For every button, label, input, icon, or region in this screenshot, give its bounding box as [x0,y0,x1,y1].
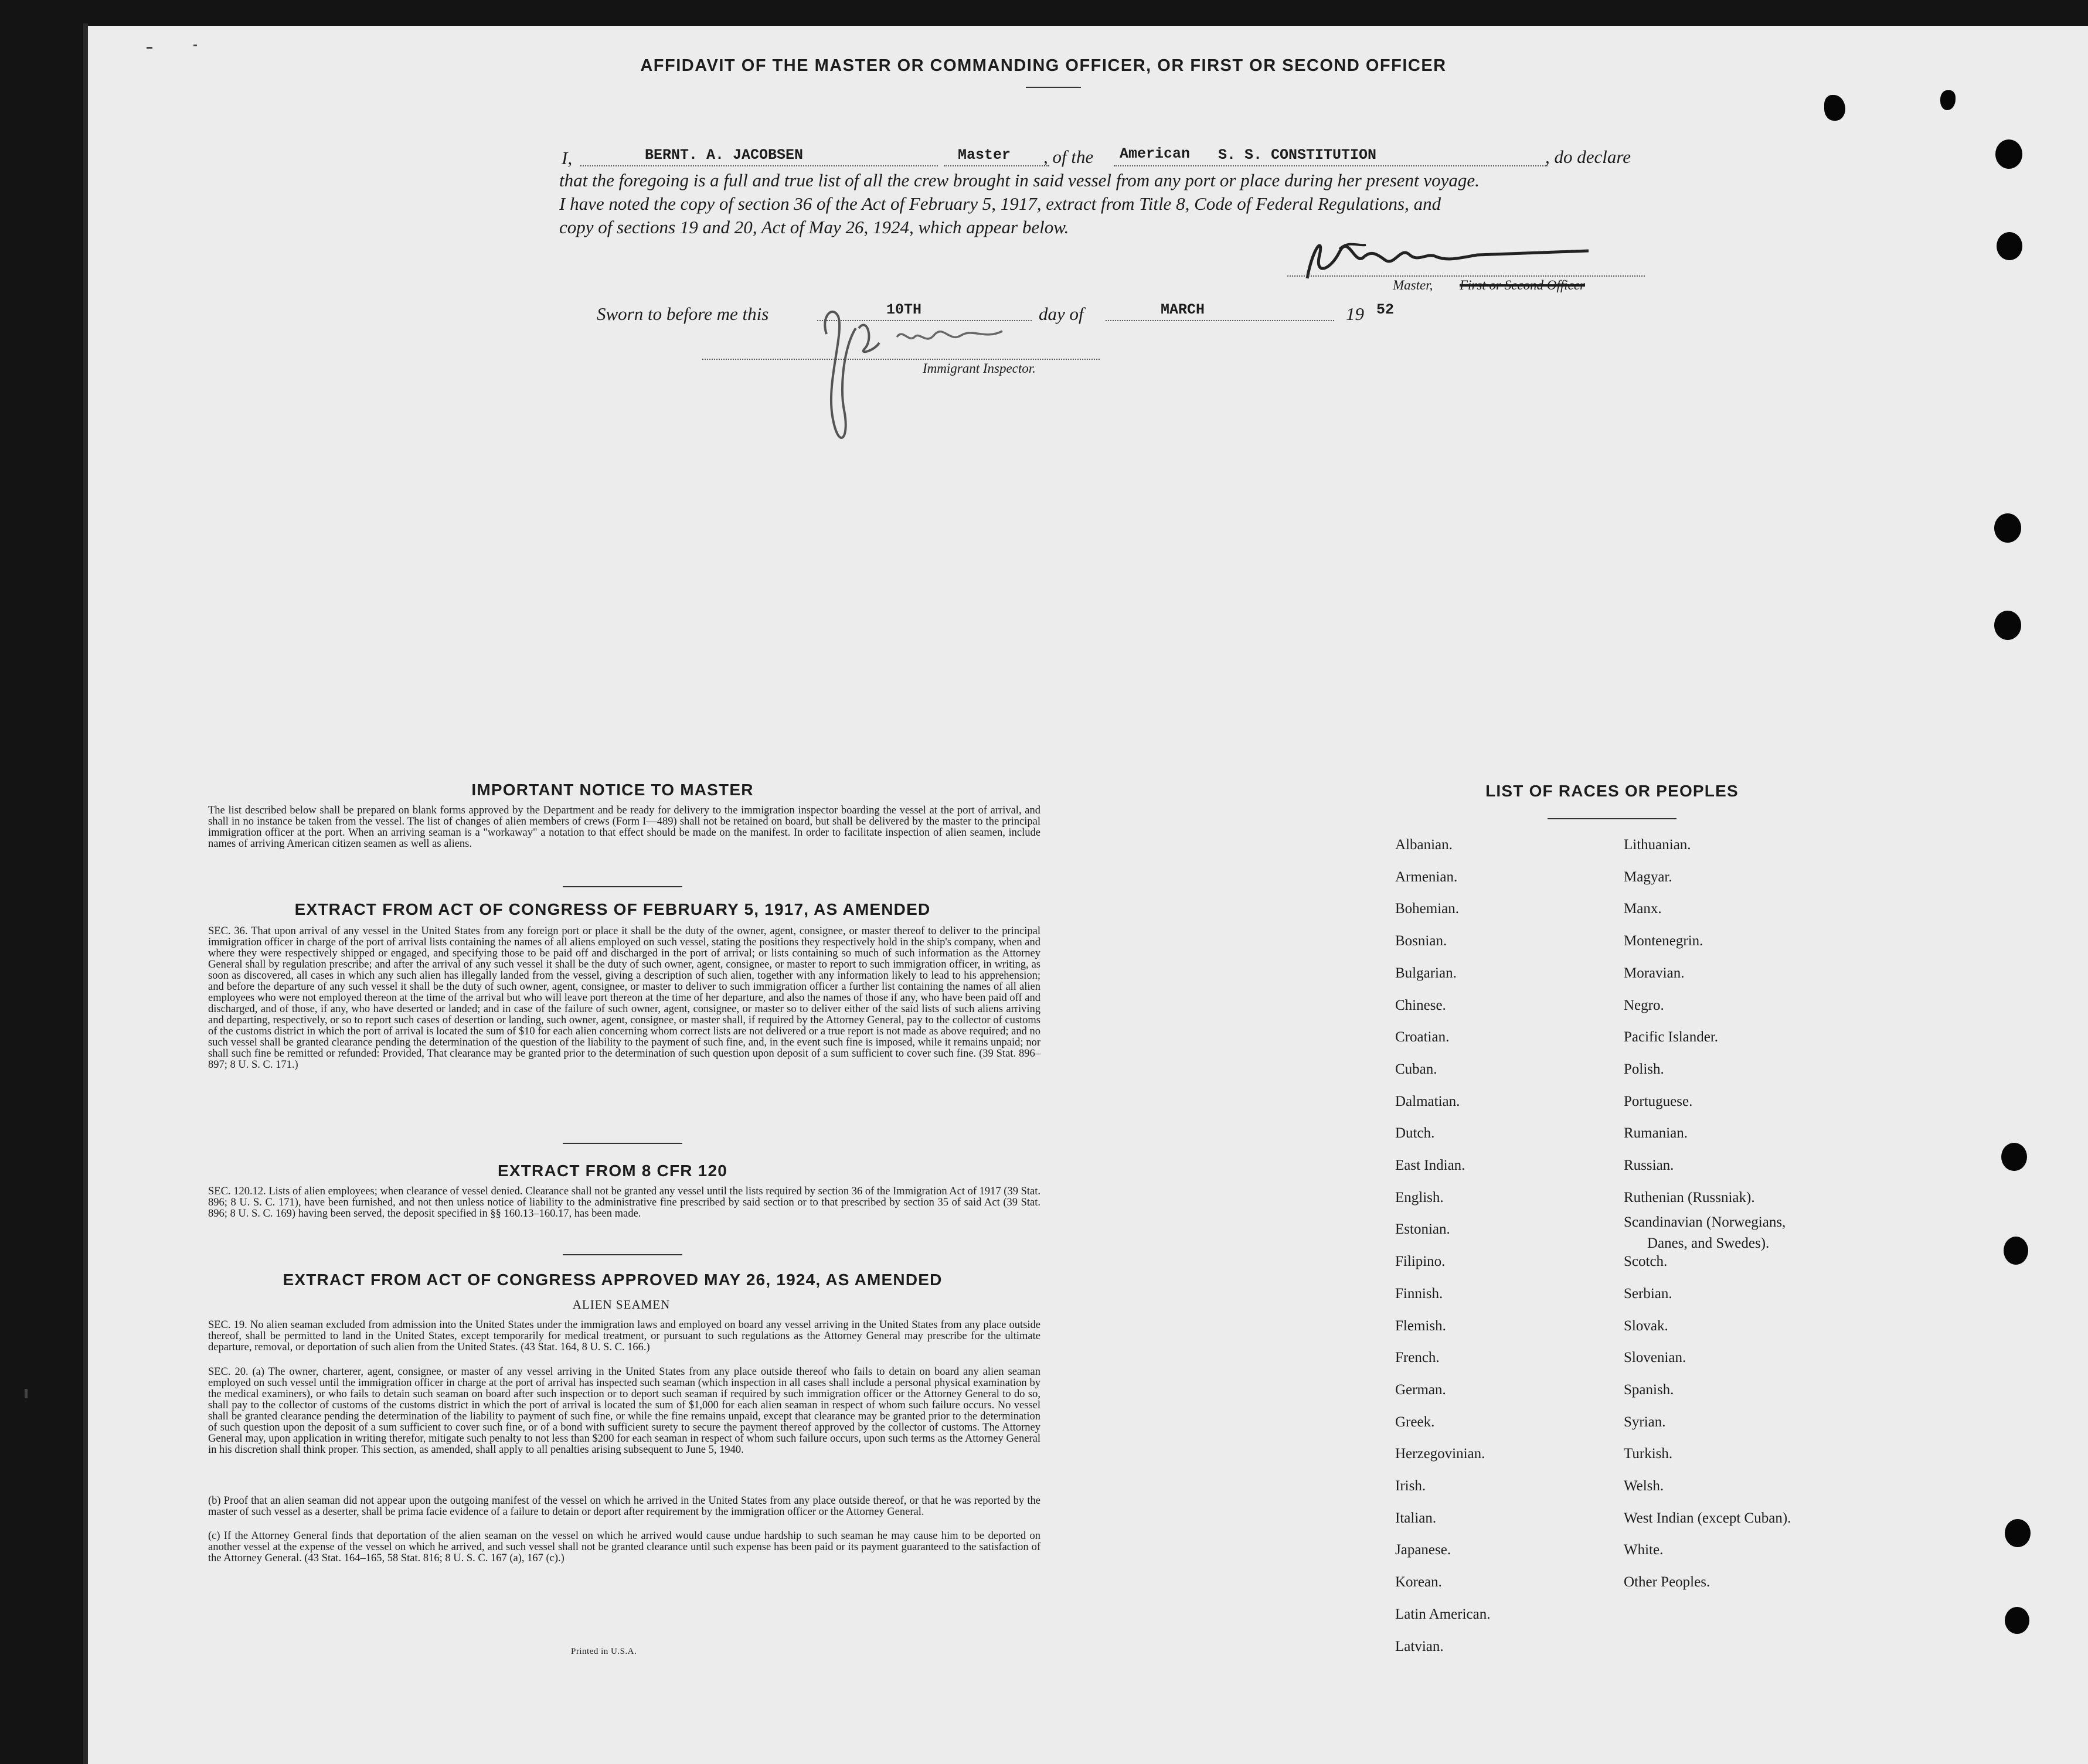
race-list-item: Slovenian. [1624,1350,1686,1366]
month-field-line [1106,320,1334,321]
race-list-item: East Indian. [1395,1157,1465,1173]
race-list-item: Negro. [1624,997,1664,1013]
printed-in-usa: Printed in U.S.A. [571,1647,637,1656]
punch-hole [1997,232,2022,260]
race-list-item: Other Peoples. [1624,1574,1710,1591]
affidavit-i-label: I, [562,148,573,168]
do-declare-label: , do declare [1545,147,1631,167]
punch-hole-torn [1824,95,1845,121]
sworn-label: Sworn to before me this [597,304,769,324]
race-list-item: Lithuanian. [1624,837,1691,853]
punch-hole [2001,1143,2027,1171]
page-title: AFFIDAVIT OF THE MASTER OR COMMANDING OFFICER, OR FIRST OR SECOND OFFICER [640,56,1447,75]
alien-seamen-subtitle: ALIEN SEAMEN [572,1298,671,1312]
extract-1917-title: EXTRACT FROM ACT OF CONGRESS OF FEBRUARY 5, 1917, AS AMENDED [294,900,931,918]
day-field: 10TH [886,301,922,318]
punch-hole [1994,513,2021,543]
master-name-field: BERNT. A. JACOBSEN [645,147,804,164]
race-list-item: Irish. [1395,1478,1426,1494]
punch-hole [2005,1519,2031,1547]
race-list-item: Dalmatian. [1395,1093,1460,1109]
races-title: LIST OF RACES OR PEOPLES [1485,782,1739,800]
divider [563,886,682,887]
position-field-line [944,165,1049,166]
extract-8cfr-title: EXTRACT FROM 8 CFR 120 [498,1162,727,1180]
year-field: 52 [1376,301,1395,318]
race-list-item: Russian. [1624,1157,1674,1173]
affidavit-line-3: I have noted the copy of section 36 of the Act of February 5, 1917, extract from Title 8, Code of Federal Regulations, and [559,193,1441,214]
nationality-field: American [1120,145,1191,162]
affidavit-line-4: copy of sections 19 and 20, Act of May 26, 1924, which appear below. [559,217,1069,237]
race-list-item: White. [1624,1542,1664,1558]
inspector-caption: Immigrant Inspector. [923,361,1036,376]
notice-title: IMPORTANT NOTICE TO MASTER [471,781,754,799]
sec-20c-text: (c) If the Attorney General finds that deportation of the alien seaman on the vessel on which he arrived would cause undue hardship to such seaman he may cause him to be deported on another vessel at the expense of the vessel on which he arrived, and such vessel shall not be granted clearance until such expense has been paid or its payment guaranteed to the satisfaction of the Attorney General. (43 Stat. 164–165, 58 Stat. 816; 8 U. S. C. 167 (a), 167 (c).) [208,1530,1040,1564]
vessel-field: S. S. CONSTITUTION [1218,147,1377,164]
race-list-item: Bosnian. [1395,933,1447,949]
punch-hole [2004,1237,2028,1265]
race-list-item: Chinese. [1395,997,1446,1013]
title-underline [1026,87,1081,88]
race-list-item: Estonian. [1395,1221,1450,1238]
race-list-item: Filipino. [1395,1254,1446,1270]
race-list-item: Portuguese. [1624,1093,1693,1109]
affidavit-line-2: that the foregoing is a full and true list of all the crew brought in said vessel from any port or place during her present voyage. [559,170,1480,190]
master-caption: Master, [1393,278,1433,292]
sec-19-text: SEC. 19. No alien seaman excluded from admission into the United States under the immigration laws and employed on board any vessel arriving in the United States from any place outside thereof, shall be permitted to land in the United States, except temporarily for medical treatment, or pursuant to such regulations as the Attorney General may prescribe for the ultimate departure, removal, or deportation of such alien from the United States. (43 Stat. 164, 8 U. S. C. 166.) [208,1319,1040,1353]
year-prefix: 19 [1346,304,1364,324]
master-signature-line [1287,275,1645,277]
race-list-item: Japanese. [1395,1542,1451,1558]
race-list-item: Turkish. [1624,1446,1673,1462]
sheet-edge-shadow [83,23,88,1764]
scan-speck [25,1389,28,1398]
notice-text: The list described below shall be prepared on blank forms approved by the Department and be ready for delivery to the immigration inspector boarding the vessel at the port of arrival, and shall in no instance be taken from the vessel. The list of changes of alien members of crews (Form I—489) shall not be retained on board, but shall be delivered by the master to the principal immigration officer at the port. When an arriving seaman is a "workaway" a notation to that effect should be made on the manifest. In order to facilitate inspection of alien seamen, include names of arriving American citizen seamen as well as aliens. [208,805,1040,850]
race-list-item: Danes, and Swedes). [1647,1235,1770,1252]
race-list-item: Serbian. [1624,1285,1672,1302]
races-right-column [1624,837,1952,1669]
struck-officer-caption: First or Second Officer [1460,278,1585,292]
extract-1917-text: SEC. 36. That upon arrival of any vessel in the United States from any foreign port or place it shall be the duty of the owner, agent, consignee, or master thereof to deliver to the principal immigration officer in charge of the port of arrival lists containing the names of all aliens employed on such vessel, stating the positions they respectively hold in the ship's company, when and where they were respectively shipped or engaged, and specifying those to be paid off and discharged in the port of arrival; or lists containing so much of such information as the Attorney General shall by regulation prescribe; and after the arrival of any such vessel it shall be the duty of such owner, agent, consignee, or master to report to such immigration officer, in writing, as soon as discovered, all cases in which any such alien has illegally landed from the vessel, giving a description of such alien, together with any information likely to lead to his apprehension; and before the departure of any such vessel it shall be the duty of such owner, agent, consignee, or master to deliver to such immigration officer a further list containing the names of all alien employees who were not employed thereon at the time of the arrival but who will leave port thereon at the time of her departure, and also the names of those if any, who have been paid off and discharged, and of those, if any, who have deserted or landed; and in case of the failure of such owner, agent, consignee, or master so to deliver either of the said lists of such aliens arriving and departing, respectively, or so to report such cases of desertion or landing, such owner, agent, consignee, or master shall, if required by the Attorney General, pay to the collector of customs of the customs district in which the port of arrival is located the sum of $10 for each alien concerning whom correct lists are not delivered or a true report is not made as above required; and no such vessel shall be granted clearance pending the determination of the question of the liability to the payment of such fine, and, in the event such fine is imposed, while it remains unpaid; nor shall such fine be remitted or refunded: Provided, That clearance may be granted prior to the determination of such question upon deposit of a sum sufficient to cover such fine. (39 Stat. 896–897; 8 U. S. C. 171.) [208,925,1040,1071]
race-list-item: West Indian (except Cuban). [1624,1510,1791,1526]
race-list-item: Polish. [1624,1061,1664,1077]
race-list-item: Cuban. [1395,1061,1437,1077]
race-list-item: Ruthenian (Russniak). [1624,1189,1755,1205]
race-list-item: Welsh. [1624,1478,1664,1494]
race-list-item: Pacific Islander. [1624,1029,1719,1046]
punch-hole [2005,1607,2029,1634]
race-list-item: Flemish. [1395,1317,1446,1334]
race-list-item: Latvian. [1395,1638,1444,1654]
race-list-item: Spanish. [1624,1381,1674,1398]
races-left-column [1395,837,1618,1669]
race-list-item: Croatian. [1395,1029,1450,1046]
race-list-item: Italian. [1395,1510,1437,1526]
name-field-line [580,165,938,166]
race-list-item: Bohemian. [1395,901,1460,917]
race-list-item: German. [1395,1381,1446,1398]
race-list-item: Greek. [1395,1414,1435,1430]
position-field: Master [958,147,1011,164]
race-list-item: Latin American. [1395,1606,1491,1622]
race-list-item: Scandinavian (Norwegians, [1624,1214,1786,1231]
race-list-item: Korean. [1395,1574,1442,1591]
race-list-item: Montenegrin. [1624,933,1703,949]
of-the-label: , of the [1043,147,1094,167]
race-list-item: Slovak. [1624,1317,1668,1334]
punch-hole [1994,611,2021,640]
race-list-item: French. [1395,1350,1440,1366]
race-list-item: Finnish. [1395,1285,1443,1302]
race-list-item: Rumanian. [1624,1125,1688,1142]
vessel-field-line [1114,165,1548,166]
race-list-item: Scotch. [1624,1254,1668,1270]
month-field: MARCH [1161,301,1205,318]
race-list-item: Syrian. [1624,1414,1666,1430]
races-title-underline [1548,818,1676,819]
race-list-item: Armenian. [1395,869,1458,885]
sec-20b-text: (b) Proof that an alien seaman did not appear upon the outgoing manifest of the vessel on which he arrived in the United States from any place outside thereof, or that he was reported by the master of such vessel as a deserter, shall be prima facie evidence of a failure to detain or deport after requirement by the immigration officer or the Attorney General. [208,1495,1040,1518]
sec-20a-text: SEC. 20. (a) The owner, charterer, agent, consignee, or master of any vessel arriving in the United States from any place outside thereof who fails to detain on board any alien seaman employed on such vessel until the immigration officer in charge at the port of arrival has inspected such seaman (which inspection in all cases shall include a personal physical examination by the medical examiners), or who fails to detain such seaman on board after such inspection or to deport such seaman if required by such immigration officer or the Attorney General to do so, shall pay to the collector of customs of the customs district in which the port of arrival is located the sum of $1,000 for each alien seaman in respect of whom such failure occurs. No vessel shall be granted clearance pending the determination of the liability to payment of such fine, or while the fine remains unpaid, except that clearance may be granted prior to the determination of such question upon the deposit of a sum sufficient to cover such fine, or of a bond with sufficient surety to secure the payment thereof approved by the collector of customs. The Attorney General may, upon application in writing therefor, mitigate such penalty to not less than $200 for each seaman in respect of whom such failure occurs, upon such terms as the Attorney General in his discretion shall think proper. This section, as amended, shall apply to all penalties arising subsequent to June 5, 1940. [208,1366,1040,1456]
race-list-item: Herzegovinian. [1395,1446,1485,1462]
race-list-item: Albanian. [1395,837,1453,853]
scan-speck [147,47,152,49]
punch-hole [1995,139,2022,169]
inspector-signature [809,293,1055,463]
race-list-item: Dutch. [1395,1125,1435,1142]
divider [563,1143,682,1144]
divider [563,1254,682,1255]
race-list-item: English. [1395,1189,1444,1205]
race-list-item: Magyar. [1624,869,1672,885]
extract-1924-title: EXTRACT FROM ACT OF CONGRESS APPROVED MAY 26, 1924, AS AMENDED [283,1271,943,1289]
inspector-signature-line [702,359,1100,360]
race-list-item: Manx. [1624,901,1662,917]
race-list-item: Moravian. [1624,965,1685,981]
extract-8cfr-text: SEC. 120.12. Lists of alien employees; when clearance of vessel denied. Clearance shall not be granted any vessel until the lists required by section 36 of the Immigration Act of 1917 (39 Stat. 896; 8 U. S. C. 171), have been furnished, and not then unless notice of liability to the administrative fine prescribed by said section or to that prescribed by section 35 of said Act (39 Stat. 896; 8 U. S. C. 169) having been served, the deposit specified in §§ 160.13–160.17, has been made. [208,1186,1040,1220]
scan-speck [193,45,197,46]
race-list-item: Bulgarian. [1395,965,1457,981]
day-of-label: day of [1039,304,1084,324]
